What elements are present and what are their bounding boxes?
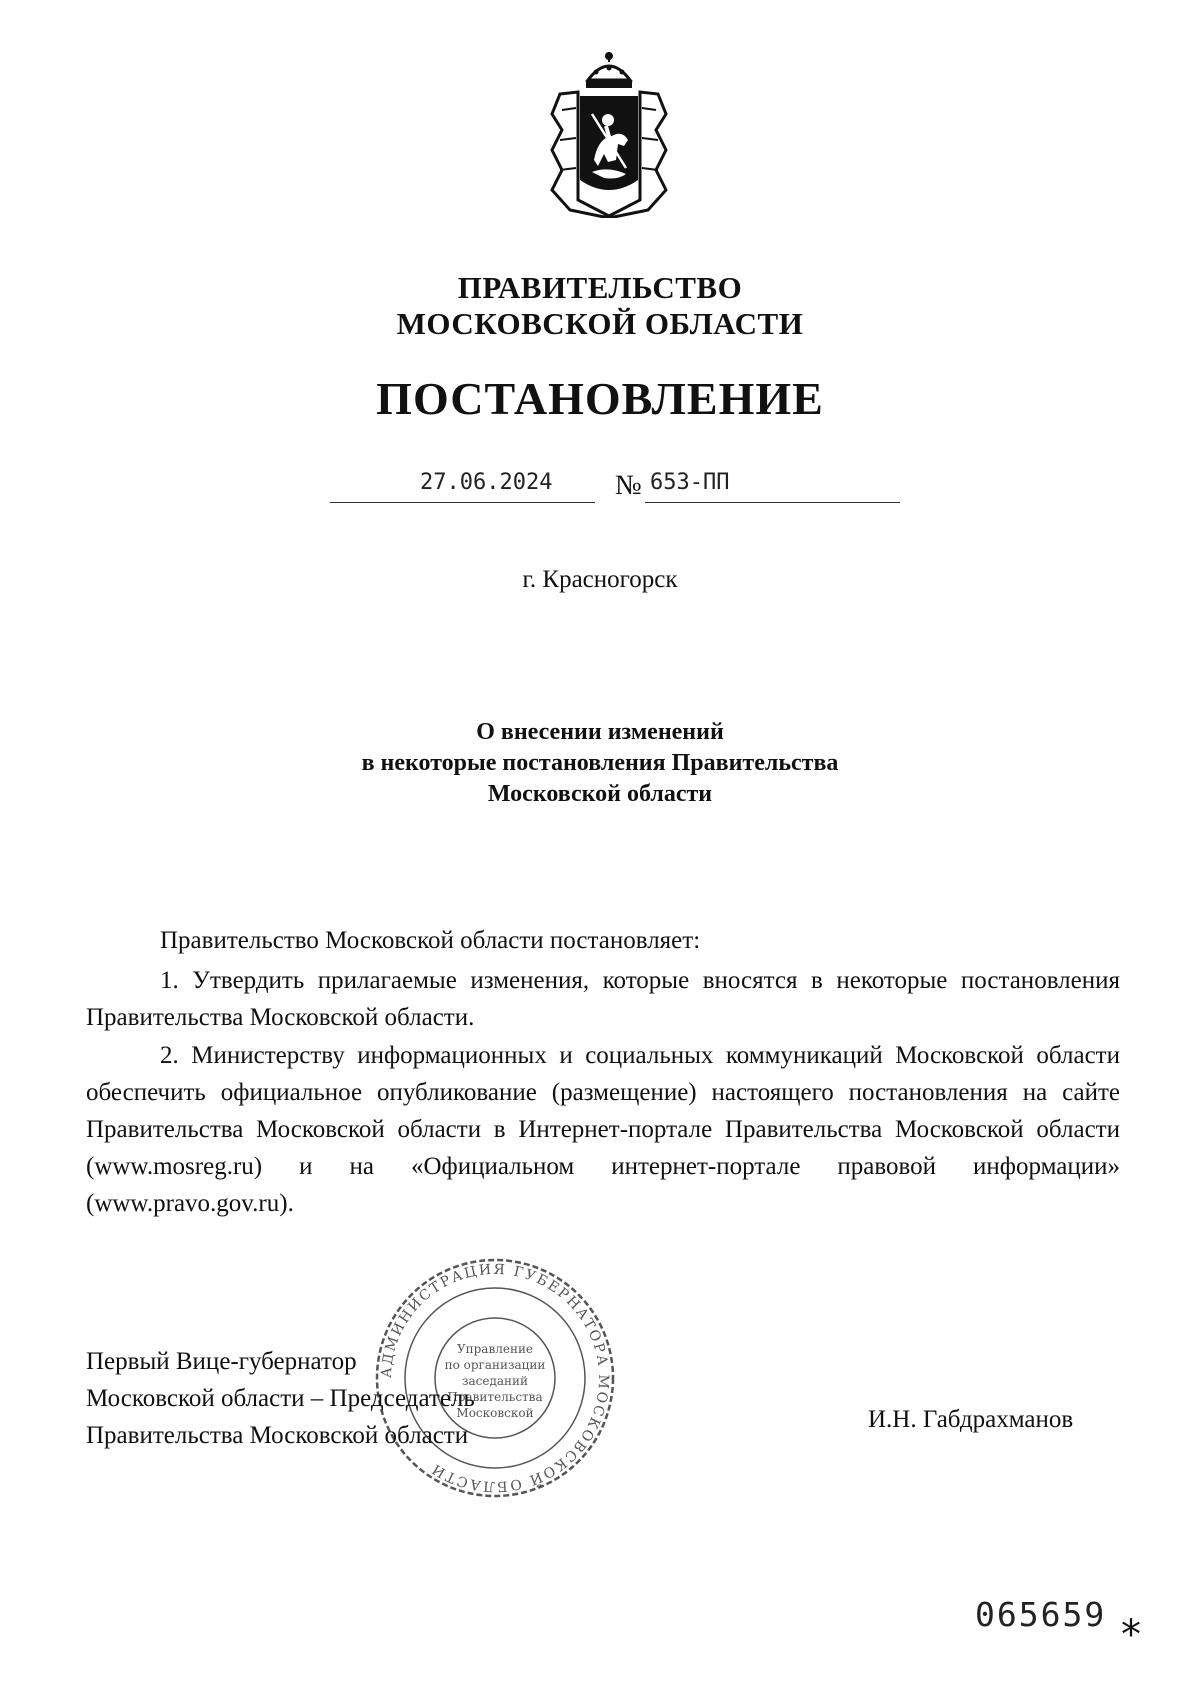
organization-line-2: МОСКОВСКОЙ ОБЛАСТИ [396, 306, 804, 341]
signatory-name: И.Н. Габдрахманов [868, 1406, 1074, 1433]
seal-inner-line-1: Управление [456, 1342, 534, 1356]
number-underline [645, 502, 900, 503]
seal-inner-line-5: Московской [456, 1406, 534, 1420]
seal-outer-text: АДМИНИСТРАЦИЯ ГУБЕРНАТОРА МОСКОВСКОЙ ОБЛАСТИ [378, 1261, 612, 1495]
seal-inner-line-4: Правительства [447, 1390, 543, 1404]
position-line-2: Московской области – Председатель [86, 1385, 475, 1412]
asterisk-mark: * [1121, 1612, 1141, 1658]
organization-line-1: ПРАВИТЕЛЬСТВО [457, 270, 743, 305]
seal-inner-line-3: заседаний [461, 1374, 529, 1388]
organization-name [0, 270, 1200, 342]
body-intro: Правительство Московской области постановляет: [160, 927, 701, 954]
city: г. Красногорск [522, 566, 678, 593]
date-underline [330, 502, 595, 503]
position-line-3: Правительства Московской области [86, 1422, 469, 1449]
subject-line-2: в некоторые постановления Правительства [361, 750, 839, 776]
subject-line-1: О внесении изменений [476, 719, 724, 745]
registration-number: 065659 [975, 1595, 1107, 1634]
document-subject [0, 717, 1200, 810]
seal-inner-line-2: по организации [444, 1358, 546, 1372]
number-sign: № [615, 470, 642, 501]
coat-of-arms-icon [548, 50, 670, 218]
signatory-position [86, 1343, 475, 1454]
body-item-1: 1. Утвердить прилагаемые изменения, которые вносятся в некоторые постановления Правительства Московской области. [86, 967, 1120, 1031]
document-type: ПОСТАНОВЛЕНИЕ [376, 373, 824, 424]
document-date: 27.06.2024 [420, 470, 553, 495]
position-line-1: Первый Вице-губернатор [86, 1348, 357, 1375]
document-number: 653-ПП [650, 470, 730, 495]
subject-line-3: Московской области [487, 781, 713, 807]
body-item-2: 2. Министерству информационных и социальных коммуникаций Московской области обеспечить официальное опубликование (размещение) настоящего постановления на сайте Правительства Московской области в Интернет-портале Правительства Московской области (www.mosreg.ru) и на «Официальном интернет-портале правовой информации» (www.pravo.gov.ru). [86, 1042, 1120, 1217]
